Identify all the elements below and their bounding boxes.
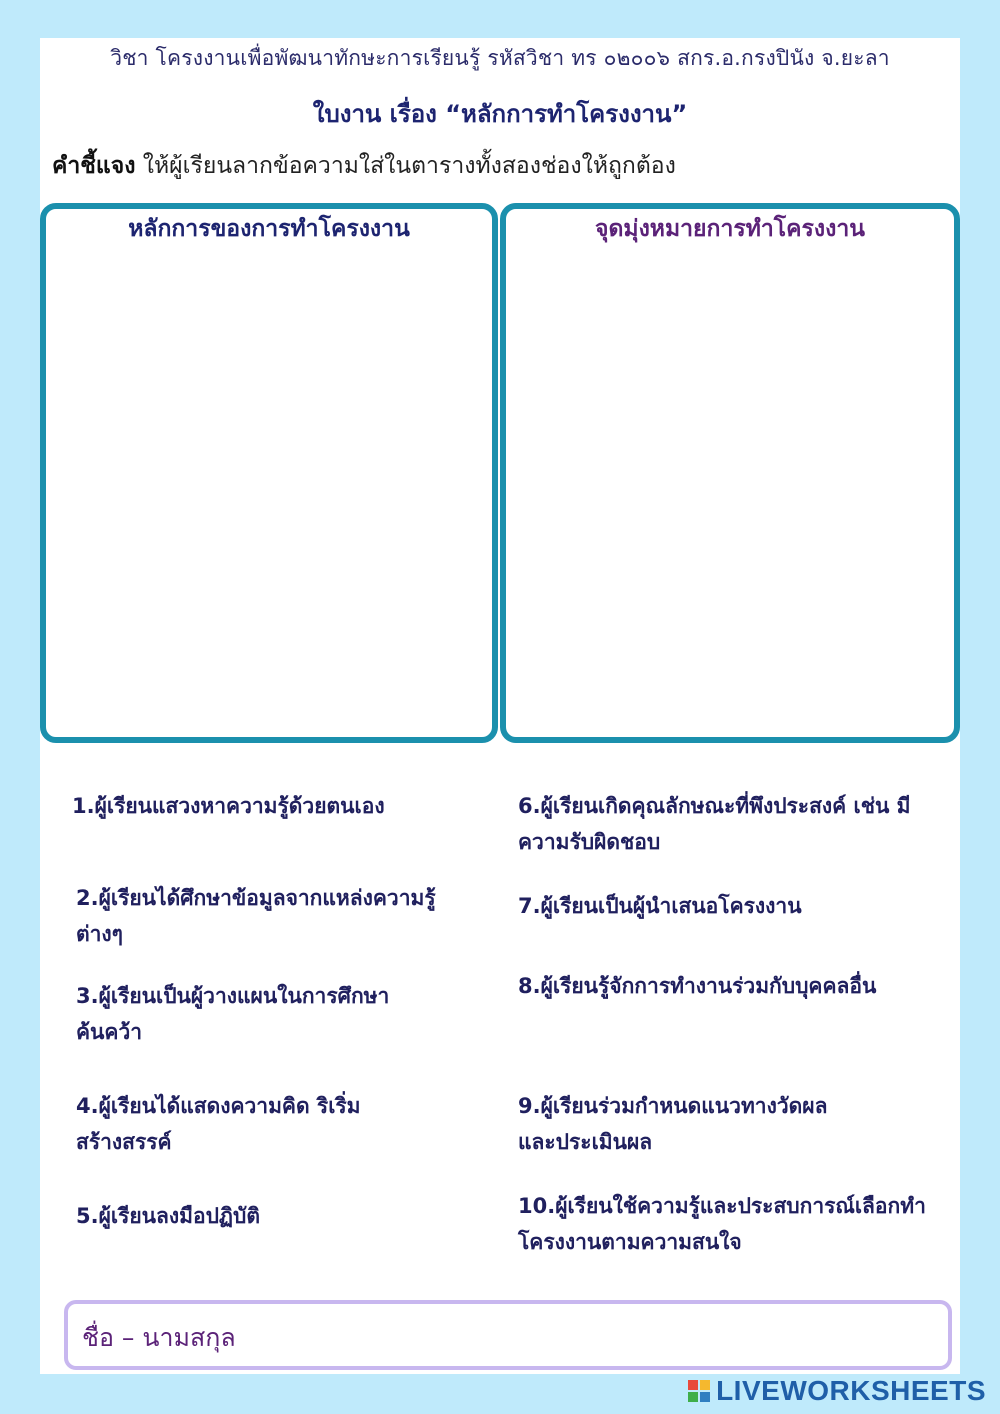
- instruction: [52, 148, 676, 184]
- draggable-item-8[interactable]: 8.ผู้เรียนรู้จักการทำงานร่วมกับบุคคลอื่น: [518, 974, 877, 998]
- drop-zone-objectives-title: จุดมุ่งหมายการทำโครงงาน: [595, 216, 865, 242]
- draggable-item-4[interactable]: 4.ผู้เรียนได้แสดงความคิด ริเริ่มสร้างสรรค์: [76, 1094, 361, 1154]
- name-input[interactable]: [64, 1300, 952, 1370]
- draggable-item-7[interactable]: 7.ผู้เรียนเป็นผู้นำเสนอโครงงาน: [518, 894, 802, 918]
- instruction-text: ให้ผู้เรียนลากข้อความใส่ในตารางทั้งสองช่องให้ถูกต้อง: [135, 153, 676, 179]
- drop-zone-objectives[interactable]: [500, 203, 960, 743]
- draggable-item-2[interactable]: 2.ผู้เรียนได้ศึกษาข้อมูลจากแหล่งความรู้ต่างๆ: [76, 886, 436, 946]
- worksheet-title: ใบงาน เรื่อง “หลักการทำโครงงาน”: [312, 100, 688, 128]
- subject-line: วิชา โครงงานเพื่อพัฒนาทักษะการเรียนรู้ รหัสวิชา ทร ๐๒๐๐๖ สกร.อ.กรงปินัง จ.ยะลา: [110, 46, 890, 70]
- name-label: ชื่อ – นามสกุล: [82, 1323, 236, 1352]
- instruction-label: คำชี้แจง: [52, 153, 136, 179]
- draggable-item-9[interactable]: 9.ผู้เรียนร่วมกำหนดแนวทางวัดผล และประเมินผล: [518, 1094, 828, 1154]
- liveworksheets-logo: [688, 1373, 986, 1409]
- draggable-item-1[interactable]: 1.ผู้เรียนแสวงหาความรู้ด้วยตนเอง: [72, 794, 385, 818]
- draggable-item-3[interactable]: 3.ผู้เรียนเป็นผู้วางแผนในการศึกษา ค้นคว้า: [76, 984, 390, 1044]
- drop-zone-principles[interactable]: [40, 203, 498, 743]
- draggable-item-6[interactable]: 6.ผู้เรียนเกิดคุณลักษณะที่พึงประสงค์ เช่น มีความรับผิดชอบ: [518, 794, 911, 854]
- draggable-item-10[interactable]: 10.ผู้เรียนใช้ความรู้และประสบการณ์เลือกทำโครงงานตามความสนใจ: [518, 1194, 926, 1254]
- logo-text: LIVEWORKSHEETS: [716, 1375, 986, 1406]
- draggable-item-5[interactable]: 5.ผู้เรียนลงมือปฏิบัติ: [76, 1204, 260, 1228]
- logo-grid-icon: [688, 1380, 710, 1402]
- worksheet-page: [40, 38, 960, 1374]
- drop-zone-principles-title: หลักการของการทำโครงงาน: [128, 216, 410, 242]
